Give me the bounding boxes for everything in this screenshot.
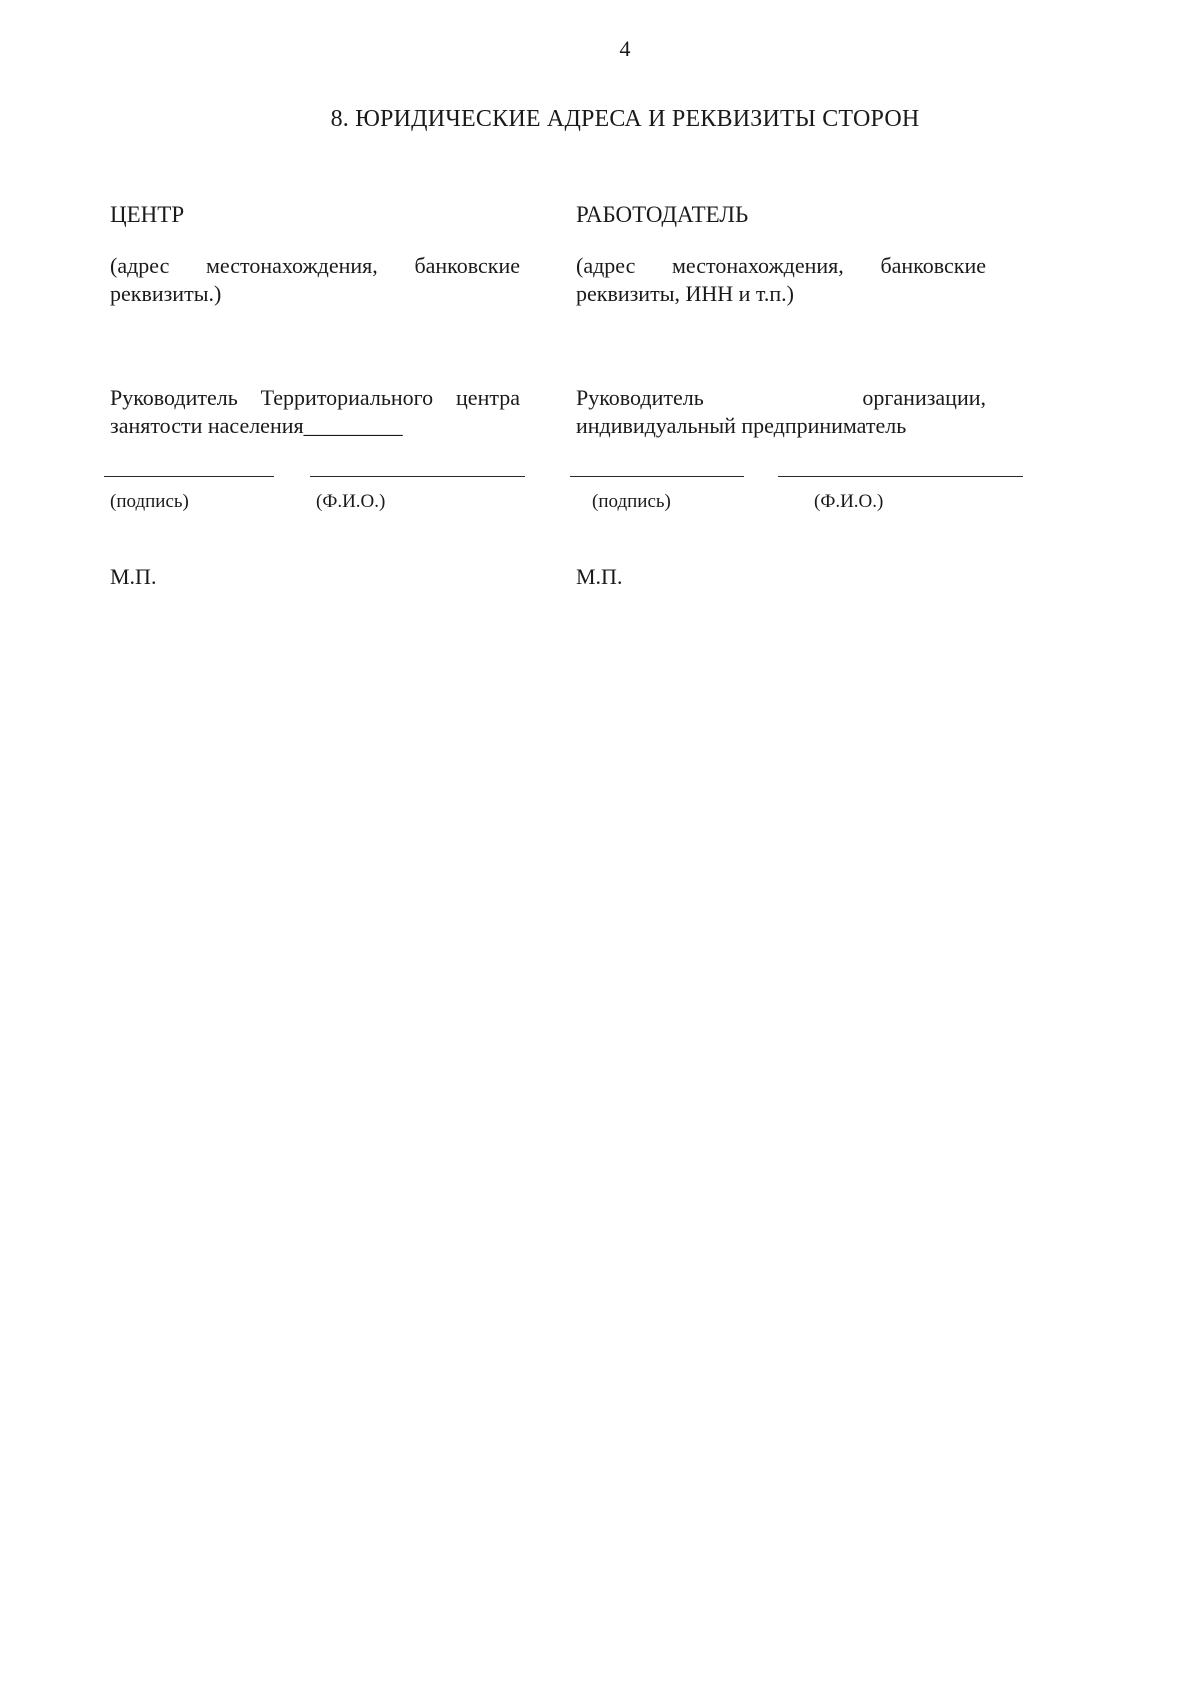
employer-signature-block (576, 476, 986, 566)
employer-column (576, 200, 986, 566)
employer-head-title: Руководитель организации, индивидуальный предприниматель (576, 385, 986, 438)
employer-party-name: РАБОТОДАТЕЛЬ (576, 202, 749, 227)
center-signature-block (110, 476, 520, 566)
employer-details: (адрес местонахождения, банковские реквизиты, ИНН и т.п.) (576, 253, 986, 306)
employer-signature-line (570, 476, 744, 477)
center-details: (адрес местонахождения, банковские реквизиты.) (110, 253, 520, 306)
employer-fio-line (778, 476, 1023, 477)
page-number: 4 (619, 36, 631, 61)
center-fio-line (310, 476, 525, 477)
employer-signature-caption: (подпись) (592, 491, 671, 512)
center-stamp: М.П. (110, 564, 157, 589)
center-fio-caption: (Ф.И.О.) (316, 491, 386, 512)
center-party-name: ЦЕНТР (110, 202, 185, 227)
employer-fio-caption: (Ф.И.О.) (814, 491, 884, 512)
center-head-title: Руководитель Территориального центра занятости населения_________ (110, 385, 520, 438)
section-title: 8. ЮРИДИЧЕСКИЕ АДРЕСА И РЕКВИЗИТЫ СТОРОН (330, 106, 920, 132)
employer-stamp: М.П. (576, 564, 623, 589)
center-signature-line (104, 476, 274, 477)
center-column (110, 200, 520, 566)
center-signature-caption: (подпись) (110, 491, 189, 512)
